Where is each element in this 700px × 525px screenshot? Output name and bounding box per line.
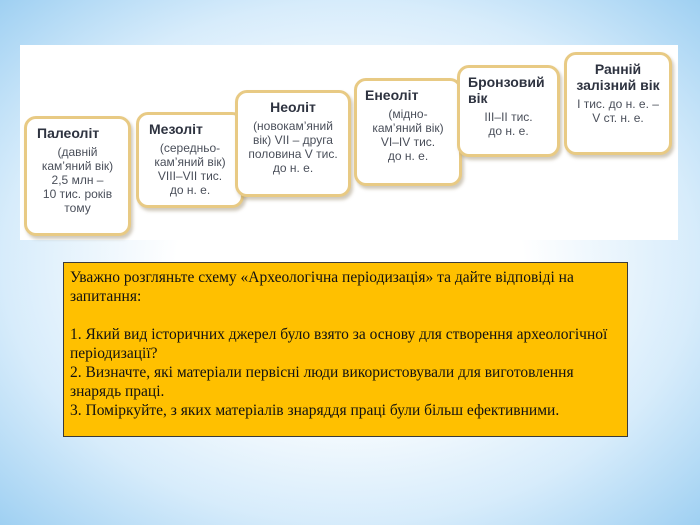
questions-box xyxy=(63,262,628,437)
period-card-mesolith xyxy=(136,112,244,208)
period-title: Неоліт xyxy=(270,99,316,115)
question-item-3: 3. Поміркуйте, з яких матеріалів знаряддя праці були більш ефективними. xyxy=(70,402,560,419)
period-card-early-iron-age xyxy=(564,52,672,155)
period-description: III–II тис. до н. е. xyxy=(484,110,533,138)
period-description: (мідно- кам’яний вік) VI–IV тис. до н. е. xyxy=(372,107,444,163)
period-card-paleolith xyxy=(24,116,131,236)
period-description: I тис. до н. е. – V ст. н. е. xyxy=(577,97,659,125)
question-item-2: 2. Визначте, які матеріали первісні люди використовували для виготовлення знарядь праці. xyxy=(70,364,574,400)
period-card-bronze-age xyxy=(457,65,560,157)
question-item-1: 1. Який вид історичних джерел було взято за основу для створення археологічної періодизації? xyxy=(70,326,608,362)
period-title: Мезоліт xyxy=(149,121,203,137)
archaeological-periodization-diagram xyxy=(20,45,678,240)
period-description: (середньо- кам’яний вік) VIII–VII тис. до н. е. xyxy=(154,141,226,197)
period-description: (давній кам’яний вік) 2,5 млн – 10 тис. років тому xyxy=(41,145,114,215)
questions-intro: Уважно розгляньте схему «Археологічна періодизація» та дайте відповіді на запитання: xyxy=(70,269,574,305)
period-title: Ранній залізний вік xyxy=(576,61,660,93)
period-title: Бронзовий вік xyxy=(468,74,545,106)
period-title: Енеоліт xyxy=(365,87,419,103)
period-description: (новокам’яний вік) VII – друга половина V тис. до н. е. xyxy=(248,119,338,175)
period-title: Палеоліт xyxy=(37,125,100,141)
period-card-neolith xyxy=(235,90,351,197)
period-card-eneolith xyxy=(354,78,462,186)
